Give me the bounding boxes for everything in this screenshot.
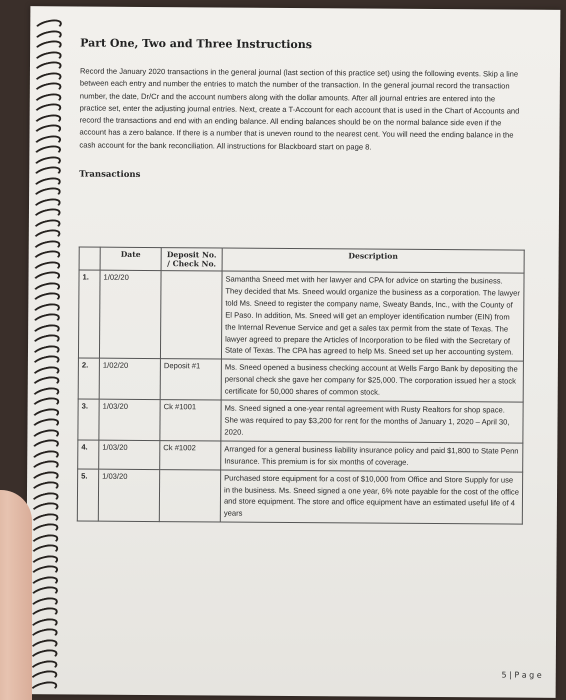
row-ref (159, 469, 220, 522)
row-ref (160, 271, 222, 360)
row-description: Samantha Sneed met with her lawyer and CPA for advice on starting the business. They decided that Ms. Sneed would organize the business as a corporation. The lawyer told Ms. Sneed to register the company name, Sweaty Bands, Inc., with the County of El Paso. In addition, Ms. Sneed will get an employer identification number (EIN) from the Internal Revenue Service and get a sales tax permit from the state of Texas. The lawyer agreed to prepare the Articles of Incorporation to be filed with the Secretary of State of Texas. The CPA has agreed to help Ms. Sneed set up her accounting system. (221, 271, 524, 361)
transactions-heading: Transactions (79, 169, 141, 181)
header-deposit-line1: Deposit No. (166, 250, 217, 260)
row-description: Ms. Sneed signed a one-year rental agreement with Rusty Realtors for shop space. She was required to pay $3,200 for rent for the months of January 1, 2020 – April 30, 2020. (221, 400, 523, 443)
row-ref: Ck #1002 (160, 440, 221, 469)
finger-holding-page (0, 490, 32, 700)
page-heading: Part One, Two and Three Instructions (80, 36, 313, 52)
row-date: 1/03/20 (99, 399, 160, 440)
table-row (77, 469, 522, 525)
transactions-table (77, 247, 525, 525)
row-description: Arranged for a general business liability insurance policy and paid $1,800 to State Penn Insurance. This premium is for six months of coverage. (221, 441, 523, 472)
page-content (79, 36, 545, 518)
header-description: Description (222, 248, 524, 273)
row-number: 4. (78, 440, 99, 469)
header-deposit-line2: / Check No. (167, 259, 217, 269)
row-date: 1/03/20 (98, 469, 159, 522)
row-description: Purchased store equipment for a cost of $10,000 from Office and Store Supply for use in the business. Ms. Sneed signed a one year, 6% note payable for the cost of the office and store equipment. The store and office equipment have an estimated useful life of 4 years (220, 470, 522, 525)
table-row (78, 270, 524, 361)
table-row (78, 358, 523, 402)
page-number: 5 | P a g e (501, 670, 542, 680)
row-date: 1/02/20 (99, 270, 161, 359)
table-header-row (79, 247, 524, 273)
spiral-binding (30, 20, 61, 696)
row-date: 1/03/20 (99, 440, 160, 469)
table-row (78, 399, 523, 443)
header-date: Date (100, 247, 161, 270)
row-number: 2. (78, 358, 99, 399)
header-deposit-check (161, 248, 222, 271)
row-number: 3. (78, 399, 99, 440)
table-row (78, 440, 523, 472)
row-description: Ms. Sneed opened a business checking account at Wells Fargo Bank by depositing the personal check she gave her company for $25,000. The corporation issued her a stock certificate for 50,000 shares of common stock. (221, 359, 523, 402)
row-date: 1/02/20 (99, 358, 160, 399)
document-page (26, 6, 561, 698)
row-number: 1. (78, 270, 100, 358)
header-number (79, 247, 100, 270)
row-ref: Deposit #1 (160, 359, 221, 400)
row-number: 5. (77, 469, 98, 522)
row-ref: Ck #1001 (160, 400, 221, 441)
instructions-paragraph: Record the January 2020 transactions in the general journal (last section of this practice set) using the following events. Skip a line between each entry and number the entries to match the number of the transaction. In the general journal record the transaction number, the date, Dr/Cr and the account numbers along with the dollar amounts. After all journal entries are entered into the practice set, enter the adjusting journal entries. Next, create a T-Account for each account that is used in the Chart of Accounts and record the transactions and end with an ending balance. All ending balances should be on the normal balance side even if the account has a zero balance. If there is a number that is uneven round to the nearest cent. You will need the ending balance in the cash account for the bank reconciliation. All instructions for Blackboard start on page 8. (79, 66, 520, 152)
